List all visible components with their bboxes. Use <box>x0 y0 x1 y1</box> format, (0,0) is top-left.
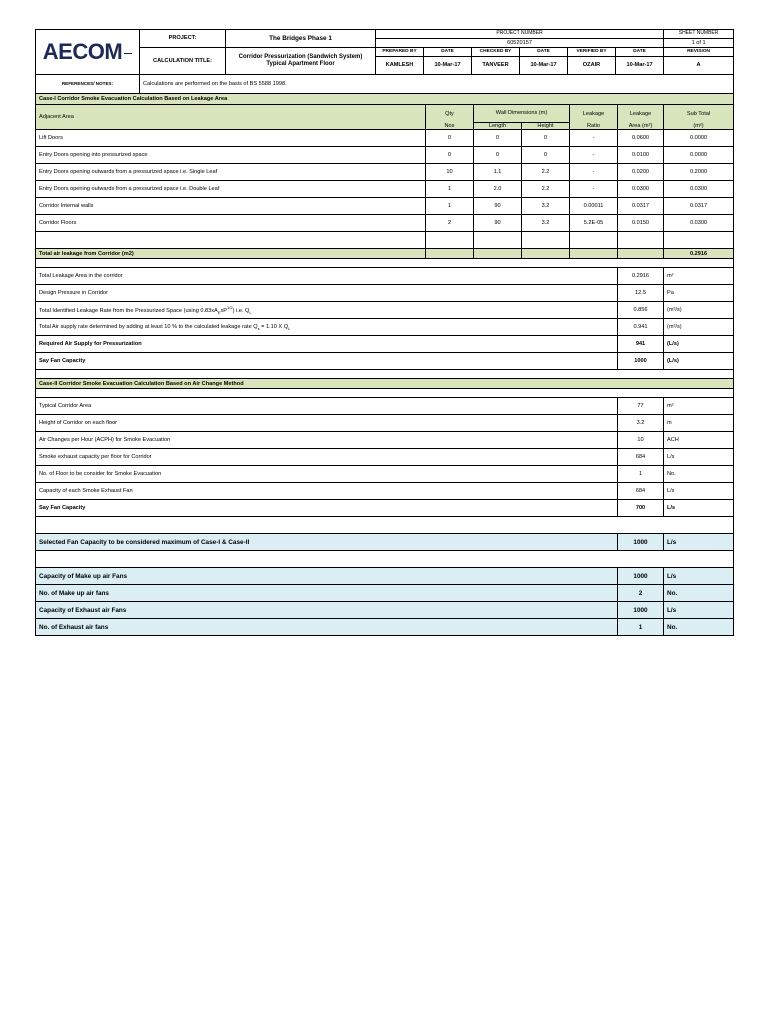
col-adjacent-area: Adjacent Area <box>36 105 426 130</box>
table-row <box>36 130 734 147</box>
summary-unit: L/s <box>664 568 734 585</box>
row-height: 3.2 <box>522 198 570 215</box>
calc-value: 1000 <box>618 353 664 370</box>
row-height: 3.2 <box>522 215 570 232</box>
main-table <box>35 94 734 636</box>
row-ratio: - <box>570 130 618 147</box>
verified-date: 10-Mar-17 <box>616 57 664 75</box>
row-name: Corridor Internal walls <box>36 198 426 215</box>
row-qty: 1 <box>426 181 474 198</box>
prepared-date-label: DATE <box>424 48 472 57</box>
row-subtotal: 0.0300 <box>664 181 734 198</box>
row-ratio: - <box>570 147 618 164</box>
row-name: Entry Doors opening outwards from a pressurized space i.e. Double Leaf <box>36 181 426 198</box>
calc-label-sub: E <box>217 309 221 315</box>
col-height: Height <box>522 123 570 130</box>
checked-by-label: CHECKED BY <box>472 48 520 57</box>
project-number-label: PROJECT NUMBER <box>376 30 664 39</box>
calc-label-mid: xP <box>220 307 227 314</box>
calc-unit: m² <box>664 268 734 285</box>
case2-row <box>36 415 734 432</box>
calc-label: Design Pressure in Corridor <box>39 290 109 297</box>
calc-unit: (L/s) <box>664 353 734 370</box>
row-area: 0.0100 <box>618 147 664 164</box>
row-ratio: - <box>570 164 618 181</box>
case2-value: 77 <box>618 398 664 415</box>
case2-row <box>36 449 734 466</box>
calc-label: Total Air supply rate determined by adding at least 10 % to the calculated leakage rate Q <box>39 323 258 330</box>
col-ratio-unit: Ratio <box>570 123 618 130</box>
case2-label: Capacity of each Smoke Exhaust Fan <box>36 483 618 500</box>
row-height: 2.2 <box>522 164 570 181</box>
total-leakage-value: 0.2916 <box>664 249 734 259</box>
calc-row <box>36 285 734 302</box>
col-leakage-area: Leakage <box>618 105 664 123</box>
summary-row <box>36 619 734 636</box>
summary-label: No. of Make up air fans <box>36 585 618 602</box>
row-length: 90 <box>474 198 522 215</box>
calc-value: 0.941 <box>618 319 664 336</box>
summary-label: No. of Exhaust air fans <box>36 619 618 636</box>
calc-title-label: CALCULATION TITLE: <box>140 48 226 75</box>
case2-say-label: Say Fan Capacity <box>36 500 618 517</box>
case2-value: 10 <box>618 432 664 449</box>
summary-unit: No. <box>664 619 734 636</box>
calc-unit: (L/s) <box>664 336 734 353</box>
col-area-unit: Area (m²) <box>618 123 664 130</box>
header-table <box>35 29 734 94</box>
case2-label: No. of Floor to be consider for Smoke Evacuation <box>36 466 618 483</box>
summary-row <box>36 568 734 585</box>
summary-value: 2 <box>618 585 664 602</box>
row-area: 0.0200 <box>618 164 664 181</box>
checked-date: 10-Mar-17 <box>520 57 568 75</box>
case2-value: 1 <box>618 466 664 483</box>
case2-unit: L/s <box>664 449 734 466</box>
col-length: Length <box>474 123 522 130</box>
calc-label-sub2: L <box>288 325 291 331</box>
row-height: 2.2 <box>522 181 570 198</box>
verified-by-label: VERIFIED BY <box>568 48 616 57</box>
col-sub-total: Sub Total <box>664 105 734 123</box>
summary-unit: No. <box>664 585 734 602</box>
prepared-by: KAMLESH <box>376 57 424 75</box>
row-length: 1.1 <box>474 164 522 181</box>
table-row <box>36 181 734 198</box>
case2-label: Smoke exhaust capacity per floor for Corridor <box>36 449 618 466</box>
row-name: Entry Doors opening into pressurized space <box>36 147 426 164</box>
row-ratio: - <box>570 181 618 198</box>
calculation-sheet <box>35 29 733 636</box>
calc-unit: (m³/s) <box>664 319 734 336</box>
calc-label-sub: s <box>257 325 260 331</box>
row-subtotal: 0.0317 <box>664 198 734 215</box>
project-label: PROJECT: <box>140 30 226 48</box>
case1-title: Case-I Corridor Smoke Evacuation Calculation Based on Leakage Area <box>36 94 734 105</box>
row-subtotal: 0.0300 <box>664 215 734 232</box>
col-sub-unit: (m²) <box>664 123 734 130</box>
case2-label: Typical Corridor Area <box>36 398 618 415</box>
total-leakage-label: Total air leakage from Corridor (m2) <box>36 249 426 259</box>
col-wall-dimensions: Wall Dimensions (m) <box>474 105 570 123</box>
row-area: 0.0317 <box>618 198 664 215</box>
calc-unit: Pa <box>664 285 734 302</box>
project-value: The Bridges Phase 1 <box>226 30 376 48</box>
row-height: 0 <box>522 147 570 164</box>
calc-row <box>36 353 734 370</box>
calc-label: Say Fan Capacity <box>39 358 86 365</box>
row-area: 0.0600 <box>618 130 664 147</box>
calc-label-end: ) i.e. Q <box>232 307 250 314</box>
row-subtotal: 0.2000 <box>664 164 734 181</box>
calc-label: Total Leakage Area in the corridor <box>39 273 123 280</box>
case2-unit: ACH <box>664 432 734 449</box>
row-qty: 0 <box>426 130 474 147</box>
summary-row <box>36 585 734 602</box>
aecom-logo <box>36 30 140 75</box>
calc-label: Required Air Supply for Pressurization <box>39 341 142 348</box>
row-length: 0 <box>474 147 522 164</box>
selected-capacity-value: 1000 <box>618 534 664 551</box>
case2-unit: m² <box>664 398 734 415</box>
case2-row <box>36 432 734 449</box>
col-qty-unit: Nos <box>426 123 474 130</box>
verified-date-label: DATE <box>616 48 664 57</box>
case2-row <box>36 483 734 500</box>
row-qty: 1 <box>426 198 474 215</box>
col-qty: Qty <box>426 105 474 123</box>
checked-by: TANVEER <box>472 57 520 75</box>
case2-say-unit: L/s <box>664 500 734 517</box>
calc-value: 941 <box>618 336 664 353</box>
calc-label: Total Identified Leakage Rate from the Pressurized Space (using 0.83xA <box>39 307 218 314</box>
table-row <box>36 147 734 164</box>
prepared-by-label: PREPARED BY <box>376 48 424 57</box>
verified-by: OZAIR <box>568 57 616 75</box>
row-subtotal: 0.0000 <box>664 147 734 164</box>
case2-label: Air Changes per Hour (ACPH) for Smoke Evacuation <box>36 432 618 449</box>
revision: A <box>664 57 734 75</box>
summary-unit: L/s <box>664 602 734 619</box>
case2-unit: L/s <box>664 483 734 500</box>
row-qty: 2 <box>426 215 474 232</box>
summary-value: 1000 <box>618 568 664 585</box>
calc-row <box>36 302 734 319</box>
case2-label: Height of Corridor on each floor <box>36 415 618 432</box>
row-qty: 10 <box>426 164 474 181</box>
calc-title-line1: Corridor Pressurization (Sandwich System) <box>238 54 363 61</box>
calc-label-sup: 1/2 <box>227 304 233 310</box>
revision-label: REVISION <box>664 48 734 57</box>
sheet-number: 1 of 1 <box>664 39 734 48</box>
project-number: 60520157 <box>376 39 664 48</box>
references-label: REFERENCES/ NOTES: <box>36 75 140 94</box>
calc-value: 12.5 <box>618 285 664 302</box>
summary-label: Capacity of Make up air Fans <box>36 568 618 585</box>
checked-date-label: DATE <box>520 48 568 57</box>
calc-label-sub2: L <box>249 309 252 315</box>
calc-value: 0.856 <box>618 302 664 319</box>
row-ratio: 0.00011 <box>570 198 618 215</box>
case2-value: 684 <box>618 483 664 500</box>
case2-unit: m <box>664 415 734 432</box>
selected-capacity-label: Selected Fan Capacity to be considered maximum of Case-I & Case-II <box>36 534 618 551</box>
row-height: 0 <box>522 130 570 147</box>
col-leakage-ratio: Leakage <box>570 105 618 123</box>
case2-say-value: 700 <box>618 500 664 517</box>
row-length: 90 <box>474 215 522 232</box>
row-length: 2.0 <box>474 181 522 198</box>
calc-title-line2: Typical Apartment Floor <box>266 61 335 67</box>
case2-title: Case-II Corridor Smoke Evacuation Calculation Based on Air Change Method <box>36 379 734 389</box>
table-row <box>36 198 734 215</box>
sheet-number-label: SHEET NUMBER <box>664 30 734 39</box>
case2-row <box>36 398 734 415</box>
row-length: 0 <box>474 130 522 147</box>
row-subtotal: 0.0000 <box>664 130 734 147</box>
selected-capacity-unit: L/s <box>664 534 734 551</box>
calc-row <box>36 336 734 353</box>
calc-value: 0.2916 <box>618 268 664 285</box>
row-area: 0.0300 <box>618 181 664 198</box>
case2-row <box>36 466 734 483</box>
references-text: Calculations are performed on the basis of BS 5588 1998. <box>140 75 734 94</box>
calc-unit: (m³/s) <box>664 302 734 319</box>
row-ratio: 5.2E-05 <box>570 215 618 232</box>
summary-label: Capacity of Exhaust air Fans <box>36 602 618 619</box>
case2-value: 3.2 <box>618 415 664 432</box>
row-name: Lift Doors <box>36 130 426 147</box>
row-qty: 0 <box>426 147 474 164</box>
calc-row <box>36 268 734 285</box>
case2-value: 684 <box>618 449 664 466</box>
calc-row <box>36 319 734 336</box>
table-row <box>36 164 734 181</box>
table-row <box>36 215 734 232</box>
row-area: 0.0150 <box>618 215 664 232</box>
calc-label-mid: = 1.10 X Q <box>259 323 289 330</box>
summary-value: 1 <box>618 619 664 636</box>
summary-row <box>36 602 734 619</box>
case2-unit: No. <box>664 466 734 483</box>
summary-value: 1000 <box>618 602 664 619</box>
row-name: Entry Doors opening outwards from a pressurized space i.e. Single Leaf <box>36 164 426 181</box>
logo-text: AECOM <box>42 39 123 65</box>
prepared-date: 10-Mar-17 <box>424 57 472 75</box>
row-name: Corridor Floors <box>36 215 426 232</box>
